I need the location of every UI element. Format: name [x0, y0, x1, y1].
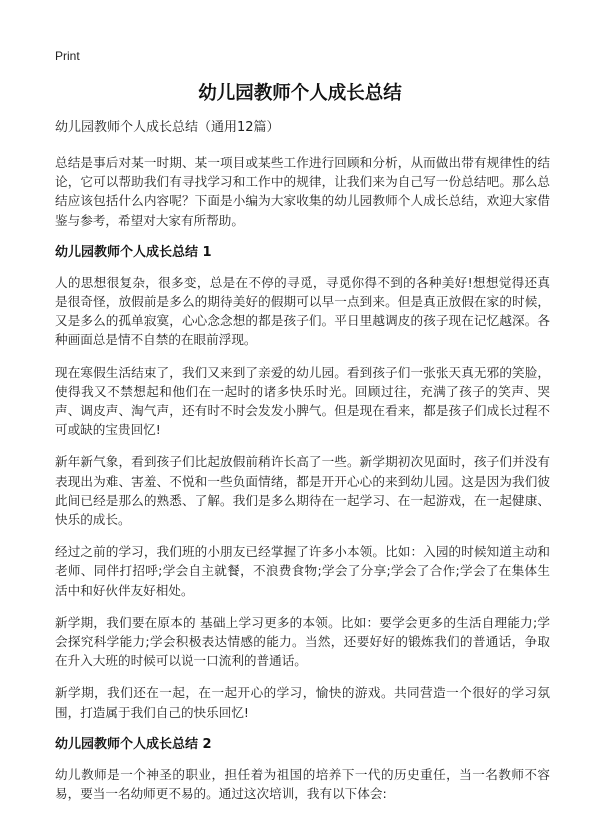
intro-paragraph: 总结是事后对某一时期、某一项目或某些工作进行回顾和分析，从而做出带有规律性的结论，它可以帮助我们有寻找学习和工作中的规律，让我们来为自己写一份总结吧。那么总结应该包括什么内容呢？下面是小编为大家收集的幼儿园教师个人成长总结，欢迎大家借鉴与参考，希望对大家有所帮助。 [55, 155, 550, 228]
section-1-paragraph-4: 经过之前的学习，我们班的小朋友已经掌握了许多小本领。比如：入园的时候知道主动和老师、同伴打招呼;学会自主就餐，不浪费食物;学会了分享;学会了合作;学会了在集体生活中和好伙伴友好相处。 [55, 544, 550, 598]
document-title: 幼儿园教师个人成长总结 [198, 83, 402, 104]
section-2-paragraph-1: 幼儿教师是一个神圣的职业，担任着为祖国的培养下一代的历史重任，当一名教师不容易，要当一名幼师更不易的。通过这次培训，我有以下体会: [55, 766, 550, 802]
section-1-paragraph-6: 新学期，我们还在一起，在一起开心的学习，愉快的游戏。共同营造一个很好的学习氛围，打造属于我们自己的快乐回忆! [55, 685, 550, 720]
section-1-paragraph-5: 新学期，我们要在原本的 基础上学习更多的本领。比如：要学会更多的生活自理能力;学会探究科学能力;学会积极表达情感的能力。当然，还要好好的锻炼我们的普通话，争取在升入大班的时候可以说一口流利的普通话。 [55, 614, 550, 669]
print-link[interactable]: Print [55, 49, 80, 63]
document-body [55, 118, 550, 816]
section-heading-1: 幼儿园教师个人成长总结 1 [55, 244, 212, 260]
section-1-paragraph-1: 人的思想很复杂，很多变，总是在不停的寻觅，寻觅你得不到的各种美好!想想觉得还真是很奇怪，放假前是多么的期待美好的假期可以早一点到来。但是真正放假在家的时候，又是多么的孤单寂寞，心心念念想的都是孩子们。平日里越调皮的孩子现在记忆越深。各种画面总是情不自禁的在眼前浮现。 [55, 274, 550, 348]
section-1-paragraph-2: 现在寒假生活结束了，我们又来到了亲爱的幼儿园。看到孩子们一张张天真无邪的笑脸，使得我又不禁想起和他们在一起时的诸多快乐时光。回顾过往，充满了孩子的笑声、哭声、调皮声、淘气声，还有时不时会发发小脾气。但是现在看来，都是孩子们成长过程不可或缺的宝贵回忆! [55, 364, 550, 438]
section-1-paragraph-3: 新年新气象，看到孩子们比起放假前稍许长高了一些。新学期初次见面时，孩子们并没有表现出为难、害羞、不悦和一些负面情绪，都是开开心心的来到幼儿园。这是因为我们彼此间已经是那么的熟悉、了解。我们是多么期待在一起学习、在一起游戏，在一起健康、快乐的成长。 [55, 454, 550, 528]
section-heading-2: 幼儿园教师个人成长总结 2 [55, 736, 212, 752]
document-subtitle: 幼儿园教师个人成长总结（通用12篇） [55, 120, 280, 135]
